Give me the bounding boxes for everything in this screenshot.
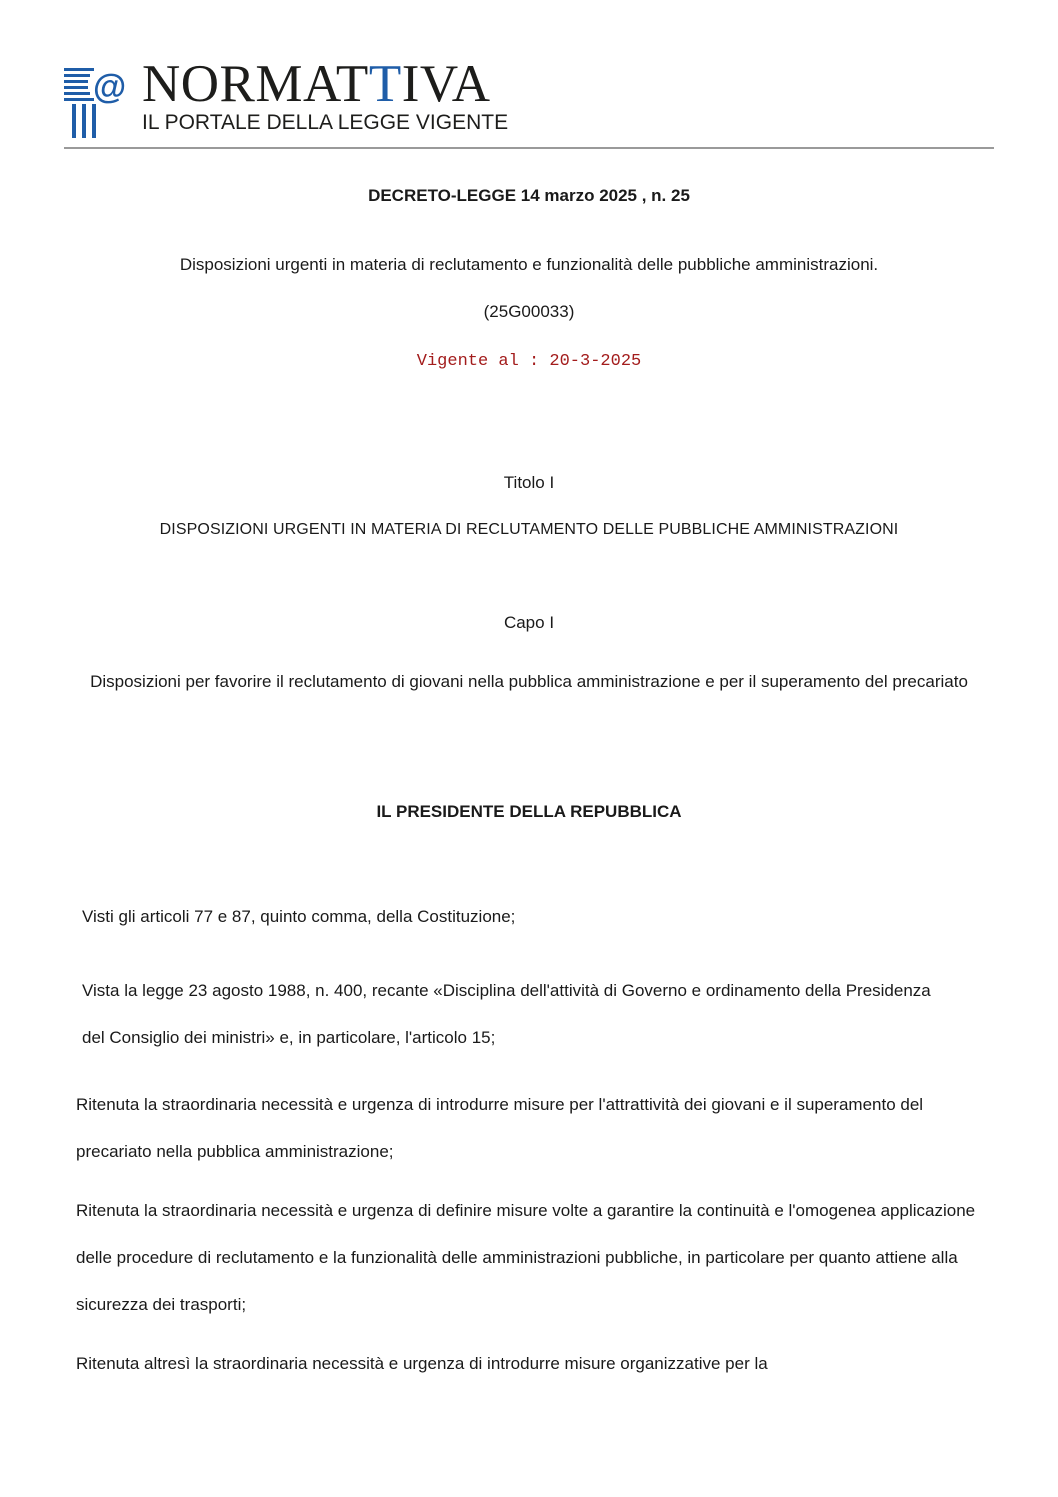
decree-title: DECRETO-LEGGE 14 marzo 2025 , n. 25 xyxy=(368,186,690,205)
logo-wordmark: NORMATTIVA xyxy=(142,55,491,113)
capo-label: Capo I xyxy=(503,613,555,632)
column-at-logo-icon xyxy=(62,64,134,138)
at-symbol: @ xyxy=(93,68,127,106)
capo-name: Disposizioni per favorire il reclutamento di giovani nella pubblica amministrazione e per il superamento del precariato xyxy=(90,672,968,691)
decree-code: (25G00033) xyxy=(483,302,575,321)
vigente-date: Vigente al : 20-3-2025 xyxy=(416,352,642,371)
decree-subtitle: Disposizioni urgenti in materia di reclutamento e funzionalità delle pubbliche amministrazioni. xyxy=(179,255,879,274)
premise-paragraph: Ritenuta la straordinaria necessità e urgenza di definire misure volte a garantire la continuità e l'omogenea applicazione delle procedure di reclutamento e la funzionalità delle amministrazioni pubbliche, in particolare per quanto attiene alla sicurezza dei trasporti; xyxy=(76,1201,976,1314)
titolo-name: DISPOSIZIONI URGENTI IN MATERIA DI RECLUTAMENTO DELLE PUBBLICHE AMMINISTRAZIONI xyxy=(159,521,899,538)
normattiva-logo xyxy=(62,55,542,140)
premise-paragraph: Ritenuta altresì la straordinaria necessità e urgenza di introdurre misure organizzative per la xyxy=(76,1354,768,1373)
logo-tagline: IL PORTALE DELLA LEGGE VIGENTE xyxy=(142,111,509,134)
titolo-label: Titolo I xyxy=(503,473,555,492)
header-divider xyxy=(64,147,994,149)
premise-paragraph: Vista la legge 23 agosto 1988, n. 400, recante «Disciplina dell'attività di Governo e ordinamento della Presidenza del Consiglio dei ministri» e, in particolare, l'articolo 15; xyxy=(82,981,931,1047)
premise-paragraph: Visti gli articoli 77 e 87, quinto comma, della Costituzione; xyxy=(82,907,516,926)
premise-paragraph: Ritenuta la straordinaria necessità e urgenza di introdurre misure per l'attrattività dei giovani e il superamento del precariato nella pubblica amministrazione; xyxy=(76,1095,924,1161)
president-heading: IL PRESIDENTE DELLA REPUBBLICA xyxy=(376,802,682,821)
